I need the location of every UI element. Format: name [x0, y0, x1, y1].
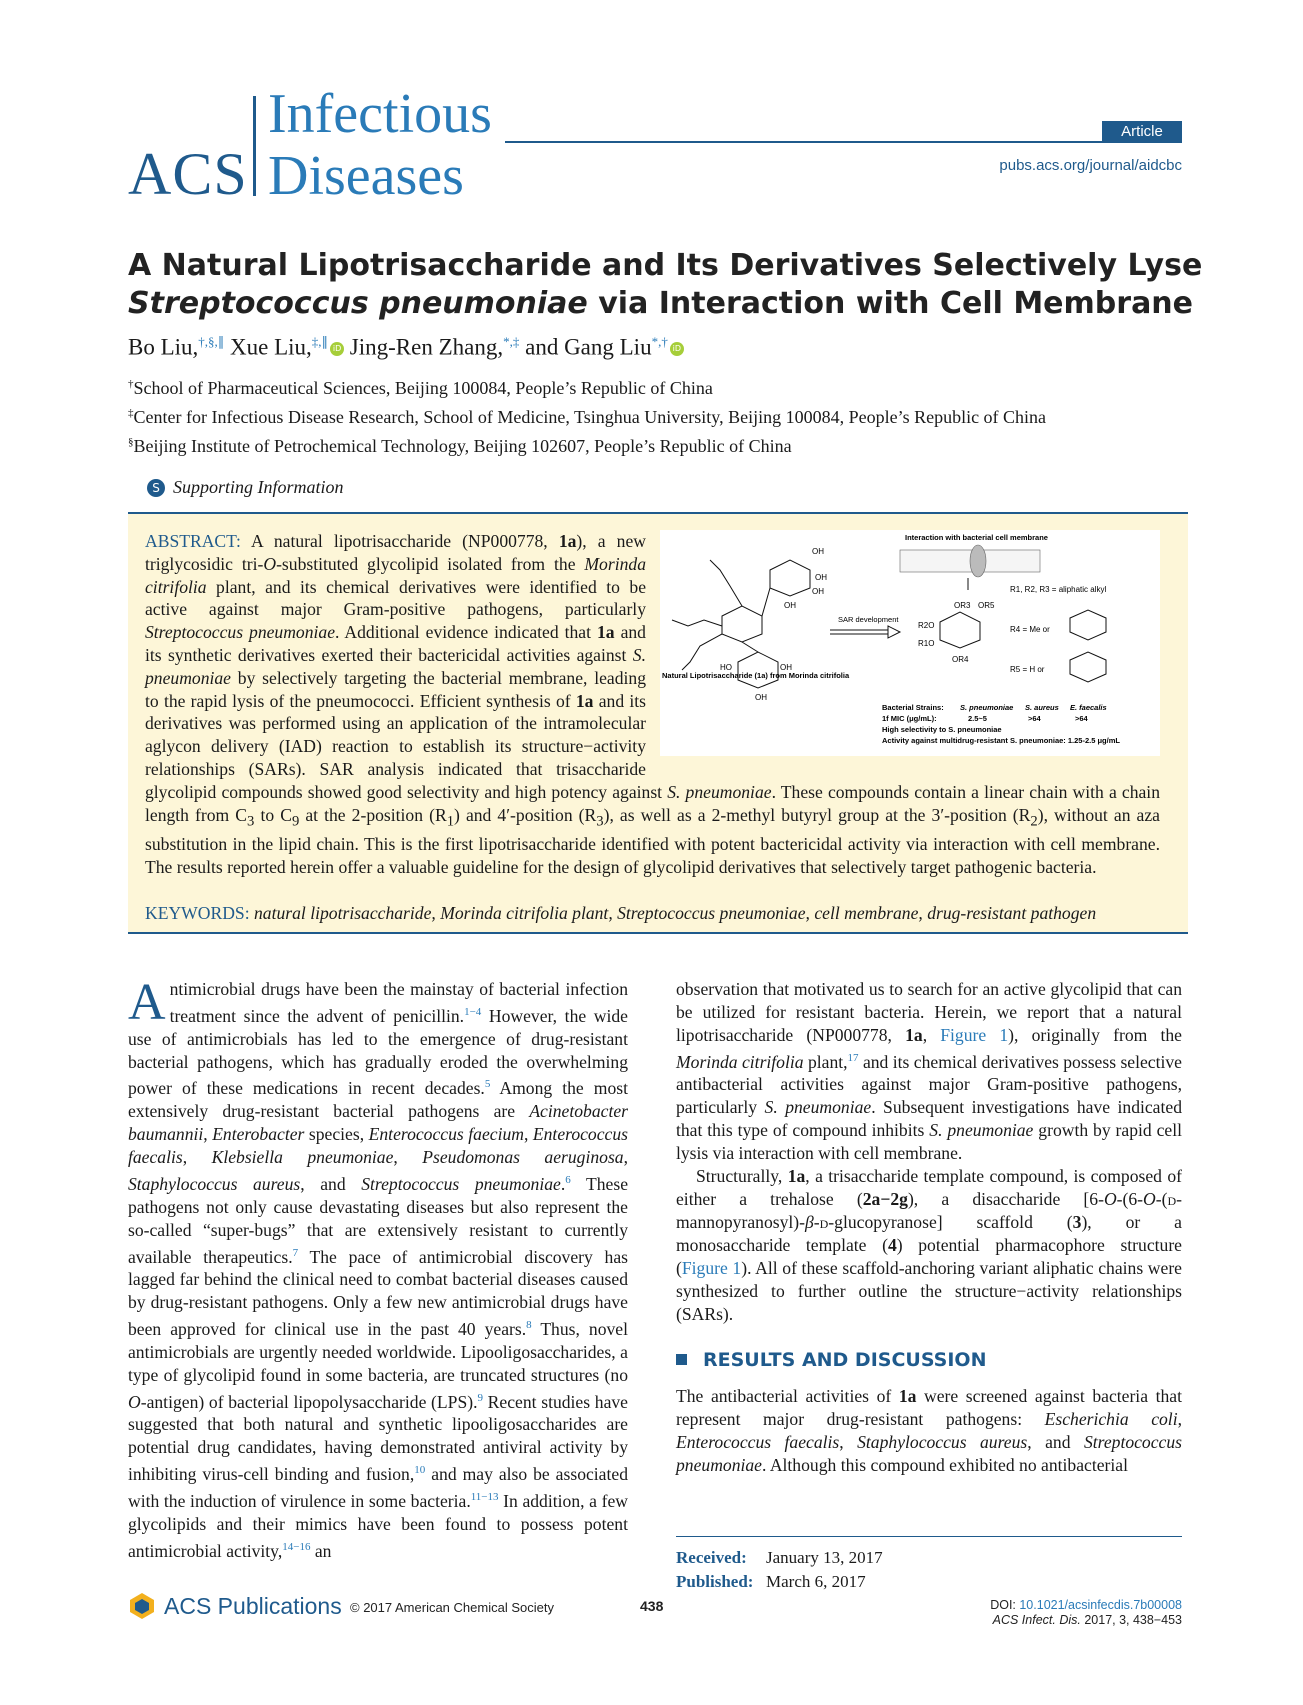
abstract-run: ), a new triglycosidic tri- [145, 531, 646, 574]
strain-2: S. aureus [1025, 703, 1059, 712]
abstract-run: . Additional evidence indicated that [335, 622, 597, 643]
subscript: 2 [1030, 813, 1038, 830]
r4-sugar [1070, 610, 1106, 640]
author-name[interactable]: Xue Liu, [230, 334, 312, 360]
abstract-run: to C [254, 804, 292, 825]
journal-url-link[interactable]: pubs.acs.org/journal/aidcbc [999, 157, 1182, 174]
subscript: 1 [446, 813, 455, 830]
strain-1: S. pneumoniae [960, 703, 1014, 712]
supporting-info-label: Supporting Information [173, 477, 344, 497]
section-heading [676, 1349, 1182, 1372]
affiliation-mark: § [128, 436, 134, 448]
abstract-run: ), without an aza substitution in the lipid chain. This is the first lipotrisaccharide identified with potent bactericidal activity via interaction with cell membrane. The results reported herein offer a valuable guideline for the design of glycolipid derivatives that selectively target pathogenic bacteria. [145, 804, 1160, 877]
supporting-information-link[interactable] [147, 477, 344, 498]
author-name[interactable]: and Gang Liu [525, 334, 652, 360]
title-line-1: A Natural Lipotrisaccharide and Its Derivatives Selectively Lyse [128, 248, 1203, 283]
published-date [676, 1572, 866, 1592]
affiliation-text: School of Pharmaceutical Sciences, Beijing 100084, People’s Republic of China [133, 378, 713, 398]
header-rule [505, 141, 1182, 143]
keywords-text: natural lipotrisaccharide, Morinda citrifolia plant, Streptococcus pneumoniae, cell membrane, drug-resistant pathogen [254, 903, 1097, 923]
abstract-run: and its derivatives was performed using an application of the intramolecular aglycon delivery (IAD) reaction to establish its structure−activity relationships (SARs). SAR analysis indicated that trisaccharide glycolipid compounds showed good selectivity and high potency against [145, 690, 668, 802]
author-marks: *,† [651, 334, 668, 349]
sar-arrow [830, 626, 900, 638]
mic-label: 1f MIC (μg/mL): [882, 714, 937, 723]
abstract-run: ), as well as a 2-methyl butyryl group at the 3′-position (R [603, 804, 1031, 825]
or3-label: OR3 [954, 601, 971, 610]
received-label: Received: [676, 1548, 747, 1567]
body-column-left [128, 974, 629, 1562]
citation-line [990, 1613, 1182, 1628]
abstract-italic: O [263, 553, 277, 574]
activity-summary [882, 703, 1120, 745]
subscript: 9 [291, 813, 300, 830]
oh-label: OH [784, 601, 796, 610]
strains-label: Bacterial Strains: [882, 703, 944, 712]
received-value: January 13, 2017 [766, 1548, 883, 1567]
affiliation [128, 407, 1046, 428]
subscript: 3 [247, 813, 255, 830]
mic-value-3: >64 [1075, 714, 1088, 723]
author-name[interactable]: Jing-Ren Zhang, [349, 334, 504, 360]
body-column-right [676, 978, 1182, 1477]
orcid-icon[interactable]: iD [330, 342, 344, 356]
abstract-label: ABSTRACT: [145, 531, 241, 551]
dates-rule [676, 1536, 1182, 1537]
r5-sugar [1070, 652, 1106, 682]
selectivity-label: High selectivity to S. pneumoniae [882, 725, 1002, 734]
paragraph: The antibacterial activities of 1a were screened against bacteria that represent major drug-resistant pathogens: Escherichia coli, Enterococcus faecalis, Staphylococcus aureus, and Streptococcus pneumoniae. Although this compound exhibited no antibacterial [676, 1386, 1182, 1476]
or5-label: OR5 [978, 601, 995, 610]
sar-arrow-label: SAR development [838, 615, 899, 624]
abstract-text [145, 530, 1160, 878]
drop-cap: A [128, 974, 166, 1031]
copyright: © 2017 American Chemical Society [350, 1600, 554, 1615]
abstract-run: at the 2-position (R [299, 804, 447, 825]
abstract-run: -substituted glycolipid isolated from the [276, 553, 585, 574]
doi-line [990, 1598, 1182, 1613]
acs-hexagon-icon [128, 1592, 156, 1620]
natural-product-label: Natural Lipotrisaccharide (1a) from Morinda citrifolia [662, 671, 850, 680]
author-name[interactable]: Bo Liu, [128, 334, 199, 360]
r5-label: R5 = H or [1010, 665, 1045, 674]
membrane-label: Interaction with bacterial cell membrane [905, 533, 1048, 542]
affiliation-mark: † [128, 378, 134, 390]
paragraph: observation that motivated us to search for an active glycolipid that can be utilized for resistant bacteria. Herein, we report that a natural lipotrisaccharide (NP000778, 1a, Figure 1), originally from the Morinda citrifolia plant,$^{17}$ and its chemical derivatives possess selective antibacterial activities against major Gram-positive pathogens, particularly S. pneumoniae. Subsequent investigations have indicated that this type of compound inhibits S. pneumoniae growth by rapid cell lysis via interaction with cell membrane. [676, 979, 1182, 1164]
doi-citation [990, 1598, 1182, 1628]
r-groups-label: R1, R2, R3 = aliphatic alkyl [1010, 585, 1107, 594]
publisher-name: ACS Publications [164, 1593, 342, 1619]
compound-ref: 1a [575, 690, 594, 711]
section-heading-text: RESULTS AND DISCUSSION [703, 1349, 987, 1372]
journal-logo-line2: Diseases [268, 145, 464, 207]
affiliation [128, 436, 792, 457]
supporting-info-icon: S [147, 479, 165, 497]
abstract-run: plant, and its chemical derivatives were identified to be active against major Gram-positive pathogens, particularly [145, 576, 646, 620]
section-square-icon [676, 1354, 687, 1365]
r1o-label: R1O [918, 639, 935, 648]
abstract-italic: Morinda citrifolia [145, 553, 646, 597]
doi-link[interactable]: 10.1021/acsinfecdis.7b00008 [1019, 1598, 1182, 1612]
ho-label: HO [720, 663, 732, 672]
keywords [145, 903, 1175, 924]
journal-logo-acs: ACS [128, 141, 248, 207]
citation-journal: ACS Infect. Dis. [992, 1613, 1081, 1627]
acs-publications-logo[interactable] [128, 1592, 342, 1620]
mic-value-1: 2.5~5 [968, 714, 987, 723]
journal-logo-line1: Infectious [268, 83, 492, 145]
affiliation [128, 378, 713, 399]
title-species: Streptococcus pneumoniae [128, 286, 588, 321]
abstract-run: by selectively targeting the bacterial membrane, leading to the rapid lysis of the pneumococci. Efficient synthesis of [145, 667, 646, 711]
logo-divider [253, 96, 256, 196]
oh-label: OH [780, 663, 792, 672]
keywords-label: KEYWORDS: [145, 903, 250, 923]
membrane-diagram [900, 545, 1040, 577]
mdr-label: Activity against multidrug-resistant S. pneumoniae: 1.25-2.5 μg/mL [882, 736, 1120, 745]
mic-value-2: >64 [1028, 714, 1041, 723]
abstract-run: . These compounds contain a linear chain with a chain length from C [145, 781, 1160, 825]
toc-graphic-svg [660, 530, 1160, 756]
abstract-italic: S. pneumoniae [667, 781, 772, 802]
orcid-icon[interactable]: iD [670, 342, 684, 356]
citation-rest: 2017, 3, 438−453 [1080, 1613, 1182, 1627]
article-title [128, 247, 1203, 323]
scaffold-structure [940, 612, 980, 648]
published-value: March 6, 2017 [766, 1572, 866, 1591]
affiliation-text: Center for Infectious Disease Research, School of Medicine, Tsinghua University, Beijing 100084, People’s Republic of China [133, 407, 1047, 427]
abstract-run: and its synthetic derivatives exerted their bactericidal activities against [145, 622, 646, 665]
abstract-run: A natural lipotrisaccharide (NP000778, [240, 531, 559, 551]
affiliation-text: Beijing Institute of Petrochemical Technology, Beijing 102607, People’s Republic of China [133, 436, 792, 456]
r2o-label: R2O [918, 621, 935, 630]
received-date [676, 1548, 883, 1568]
oh-label: OH [755, 693, 767, 702]
author-marks: *,‡ [503, 334, 520, 349]
oh-label: OH [815, 573, 827, 582]
abstract-italic: S. pneumoniae [145, 644, 646, 688]
compound-ref: 1a [558, 531, 577, 551]
r4-label: R4 = Me or [1010, 625, 1050, 634]
paragraph: Structurally, 1a, a trisaccharide template compound, is composed of either a trehalose (2a−2g), a disaccharide [6-O-(6-O-(d-mannopyranosyl)-β-d-glucopyranose] scaffold (3), or a monosaccharide template (4) potential pharmacophore structure (Figure 1). All of these scaffold-anchoring variant aliphatic chains were synthesized to further outline the structure−activity relationships (SARs). [676, 1166, 1182, 1324]
published-label: Published: [676, 1572, 754, 1591]
or4-label: OR4 [952, 655, 969, 664]
abstract-run: ) and 4′-position (R [454, 804, 597, 825]
oh-label: OH [812, 547, 824, 556]
strain-3: E. faecalis [1070, 703, 1107, 712]
paragraph: Antimicrobial drugs have been the mainstay of bacterial infection treatment since the advent of penicillin.$^{1-4}$ However, the wide use of antimicrobials has led to the emergence of drug-resistant bacterial pathogens, which has gradually eroded the overwhelming power of these medications in recent decades.$^5$ Among the most extensively drug-resistant bacterial pathogens are Acinetobacter baumannii, Enterobacter species, Enterococcus faecium, Enterococcus faecalis, Klebsiella pneumoniae, Pseudomonas aeruginosa, Staphylococcus aureus, and Streptococcus pneumoniae.$^6$ These pathogens not only cause devastating diseases but also represent the so-called “super-bugs” that are extensively resistant to currently available therapeutics.$^7$ The pace of antimicrobial discovery has lagged far behind the clinical need to combat bacterial diseases caused by drug-resistant pathogens. Only a few new antimicrobial drugs have been approved for clinical use in the past 40 years.$^8$ Thus, novel antimicrobials are urgently needed worldwide. Lipooligosaccharides, a type of glycolipid found in some bacteria, are truncated structures (no O-antigen) of bacterial lipopolysaccharide (LPS).$^9$ Recent studies have suggested that both natural and synthetic lipooligosaccharides are potential drug candidates, having demonstrated antiviral activity by inhibiting virus-cell binding and fusion,$^{10}$ and may also be associated with the induction of virulence in some bacteria.$^{11-13}$ In addition, a few glycolipids and their mimics have been found to possess potent antimicrobial activity,$^{14-16}$ an [128, 974, 629, 1561]
title-line-2-rest: via Interaction with Cell Membrane [587, 286, 1194, 321]
page-number: 438 [640, 1598, 664, 1614]
affiliation-mark: ‡ [128, 407, 134, 419]
author-marks: ‡,∥ [311, 334, 329, 349]
author-marks: †,§,∥ [198, 334, 225, 349]
doi-label: DOI: [990, 1598, 1020, 1612]
compound-ref: 1a [597, 622, 615, 643]
article-type-badge: Article [1102, 121, 1182, 143]
abstract-italic: Streptococcus pneumoniae [145, 622, 336, 643]
toc-graphic[interactable] [660, 530, 1160, 756]
author-list [128, 334, 684, 361]
oh-label: OH [812, 587, 824, 596]
subscript: 3 [596, 813, 604, 830]
title-line-2 [128, 285, 1194, 323]
